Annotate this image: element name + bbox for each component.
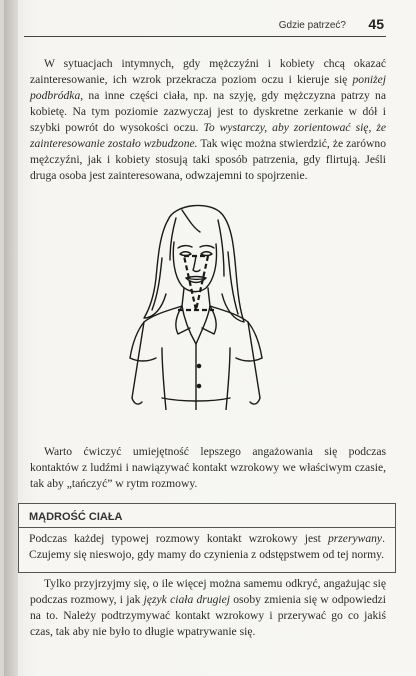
- paragraph-intimate-gaze: W sytuacjach intymnych, gdy mężczyźni i kobiety chcą okazać zainteresowanie, ich wzrok przekracza poziom oczu i kieruje się poniżej podbródka, na inne części ciała, np. na szyję, gdy mężczyzna patrzy na kobietę. Na tym poziomie zazwyczaj jest to dyskretne zerkanie w dół i szybki powrót do wysokości oczu. To wystarczy, aby zorientować się, że zainteresowanie zostało wzbudzone. Tak więc można stwierdzić, że zarówno mężczyźni, jak i kobiety stosują taki sposób patrzenia, gdy flirtują. Jeśli druga osoba jest zainteresowana, odwzajemni to spojrzenie.: [30, 57, 387, 182]
- section-title: Gdzie patrzeć?: [278, 20, 346, 31]
- box-divider: [19, 527, 395, 528]
- book-page: [4, 0, 416, 676]
- page-number: 45: [368, 16, 384, 32]
- book-spine: [4, 0, 18, 676]
- box-title: MĄDROŚĆ CIAŁA: [29, 511, 123, 523]
- body-wisdom-box: [18, 503, 396, 573]
- paragraph-observe: Tylko przyjrzyjmy się, o ile więcej można samemu odkryć, angażując się podczas rozmowy, i jak język ciała drugiej osoby zmienia się w odpowiedzi na to. Należy podtrzymywać kontakt wzrokowy i przerywać go co jakiś czas, tak aby nie było to długie wpatrywanie się.: [30, 577, 386, 638]
- paragraph-practice: Warto ćwiczyć umiejętność lepszego angażowania się podczas kontaktów z ludźmi i nawiązywać kontakt wzrokowy we właściwym czasie, tak aby „tańczyć” w rytm rozmowy.: [30, 445, 386, 490]
- box-text: Podczas każdej typowej rozmowy kontakt wzrokowy jest przerywany. Czujemy się nieswojo, gdy mamy do czynienia z odstępstwem od tej normy.: [29, 532, 385, 561]
- running-header: [24, 16, 386, 37]
- woman-gaze-triangle-illustration: [122, 198, 272, 410]
